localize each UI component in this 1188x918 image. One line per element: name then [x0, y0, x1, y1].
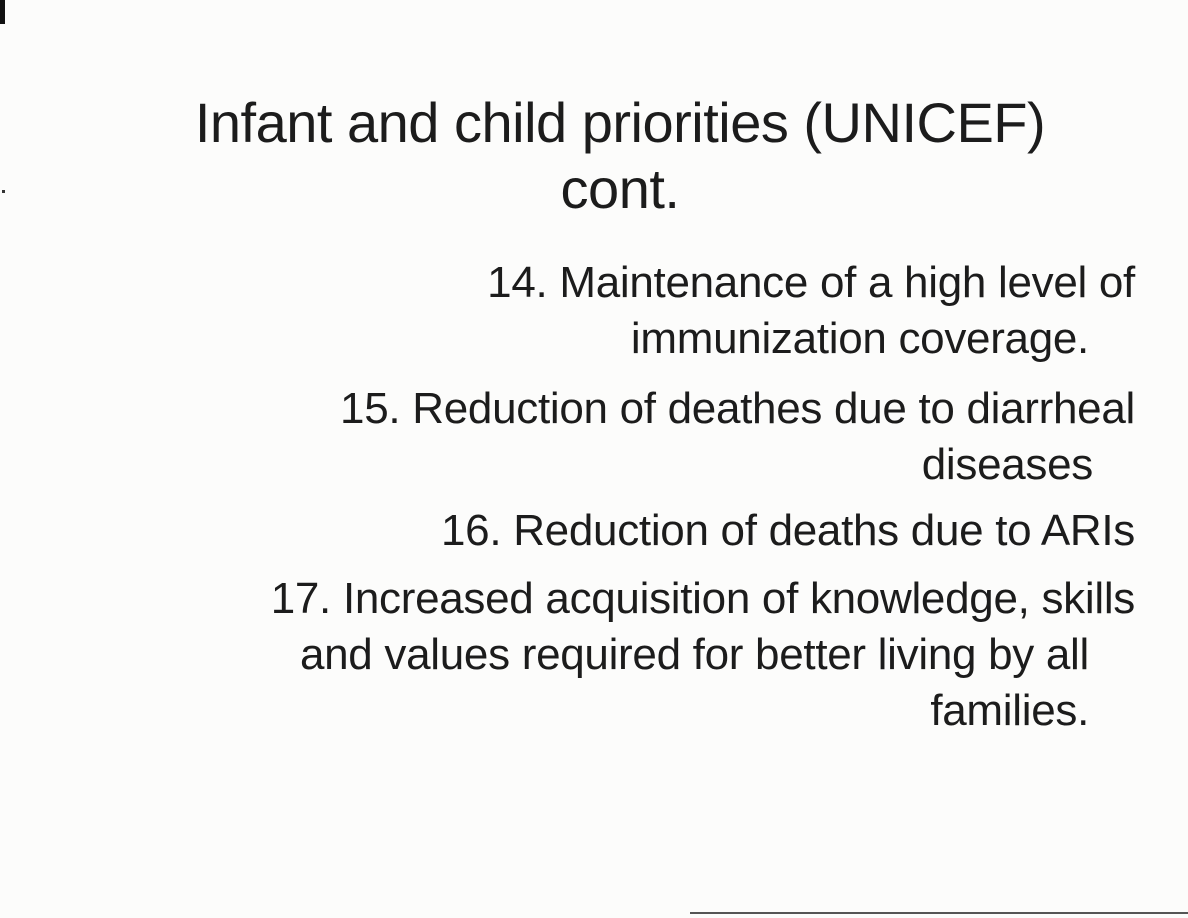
- priority-item-17-line-2: and values required for better living by all: [299, 630, 1089, 679]
- priority-item-14: [150, 255, 1135, 367]
- priority-item-15-line-1: [150, 381, 1135, 437]
- scan-edge-line: [690, 912, 1188, 914]
- slide-title: [140, 90, 1100, 222]
- priority-item-15-text-1: Reduction of deathes due to diarrheal: [412, 384, 1135, 433]
- priority-item-16-line-1: [150, 503, 1135, 559]
- priority-item-16: [150, 503, 1135, 559]
- priority-item-15: [150, 381, 1135, 493]
- priority-item-14-text-1: Maintenance of a high level of: [559, 258, 1135, 307]
- slide-title-line-1: Infant and child priorities (UNICEF): [194, 91, 1046, 154]
- scan-speck: [2, 190, 5, 193]
- priority-item-14-number: 14.: [487, 258, 548, 307]
- priority-item-15-line-2: diseases: [921, 440, 1093, 489]
- priority-item-17-number: 17.: [270, 574, 331, 623]
- priority-item-16-text-1: Reduction of deaths due to ARIs: [513, 506, 1135, 555]
- priority-list: [150, 255, 1135, 739]
- priority-item-14-line-2: immunization coverage.: [630, 314, 1089, 363]
- priority-item-14-line-1: [150, 255, 1135, 311]
- priority-item-17-text-1: Increased acquisition of knowledge, skills: [342, 574, 1135, 623]
- priority-item-17: [150, 571, 1135, 739]
- priority-item-17-line-1: [150, 571, 1135, 627]
- scan-corner-mark: [0, 0, 5, 24]
- priority-item-15-number: 15.: [340, 384, 401, 433]
- priority-item-17-line-3: families.: [930, 686, 1089, 735]
- slide-title-line-2: cont.: [560, 157, 680, 220]
- priority-item-16-number: 16.: [440, 506, 502, 555]
